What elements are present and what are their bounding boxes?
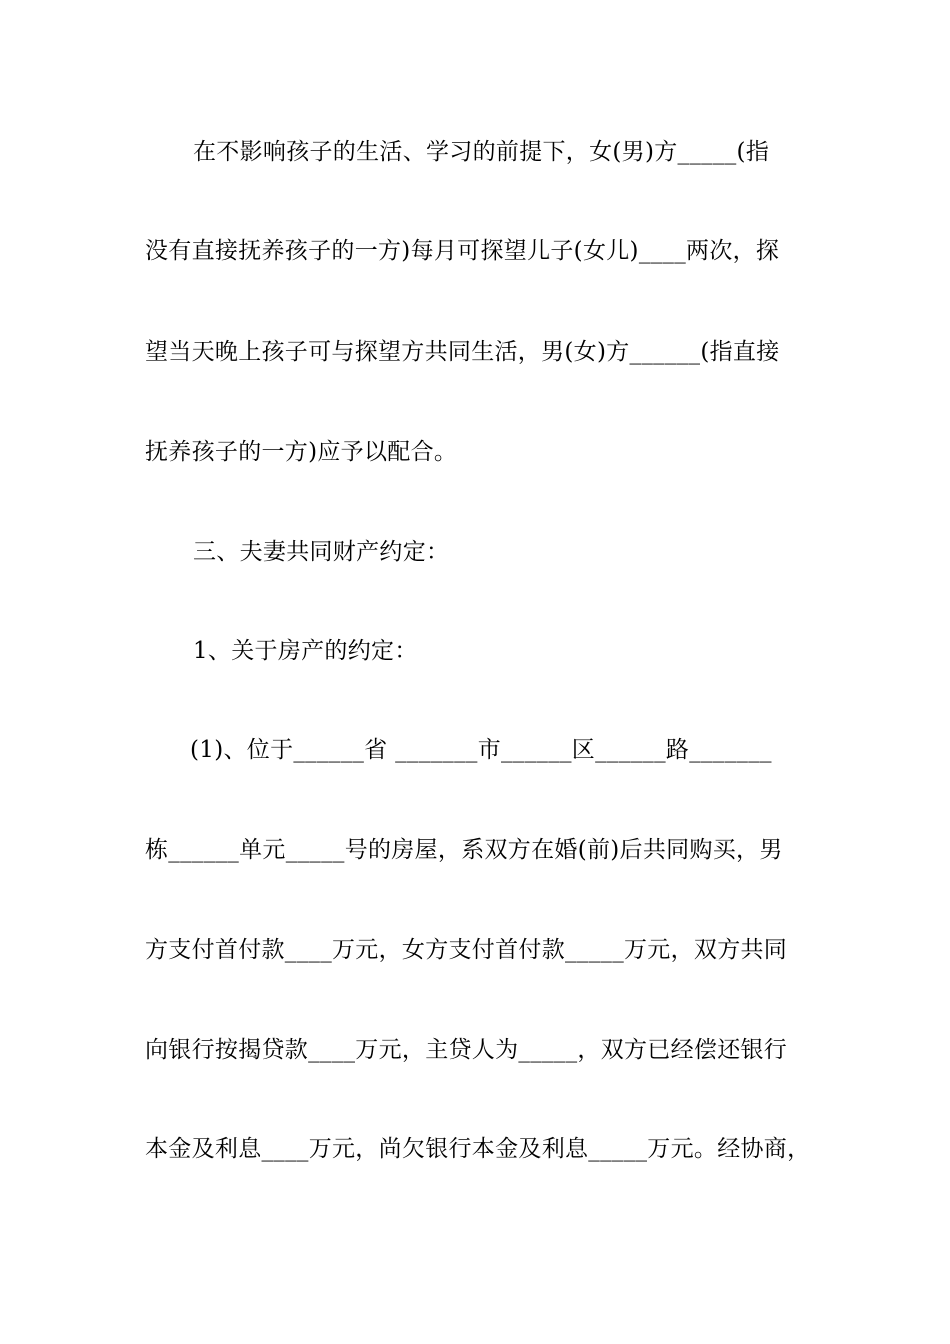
paragraph-line: 本金及利息____万元，尚欠银行本金及利息_____万元。经协商， xyxy=(145,1136,811,1162)
section-heading: 三、夫妻共同财产约定： xyxy=(193,539,450,565)
paragraph-line: 栋______单元_____号的房屋，系双方在婚(前)后共同购买，男 xyxy=(145,837,783,863)
subsection-heading: 1、关于房产的约定： xyxy=(193,638,418,664)
paragraph-line: 在不影响孩子的生活、学习的前提下，女(男)方_____(指 xyxy=(193,139,770,165)
paragraph-line: (1)、位于______省 _______市______区______路_______ xyxy=(190,737,772,763)
paragraph-line: 抚养孩子的一方)应予以配合。 xyxy=(145,439,458,465)
paragraph-line: 向银行按揭贷款____万元，主贷人为_____，双方已经偿还银行 xyxy=(145,1037,788,1063)
paragraph-line: 没有直接抚养孩子的一方)每月可探望儿子(女儿)____两次，探 xyxy=(145,238,780,264)
paragraph-line: 方支付首付款____万元，女方支付首付款_____万元，双方共同 xyxy=(145,937,788,963)
paragraph-line: 望当天晚上孩子可与探望方共同生活，男(女)方______(指直接 xyxy=(145,339,780,365)
